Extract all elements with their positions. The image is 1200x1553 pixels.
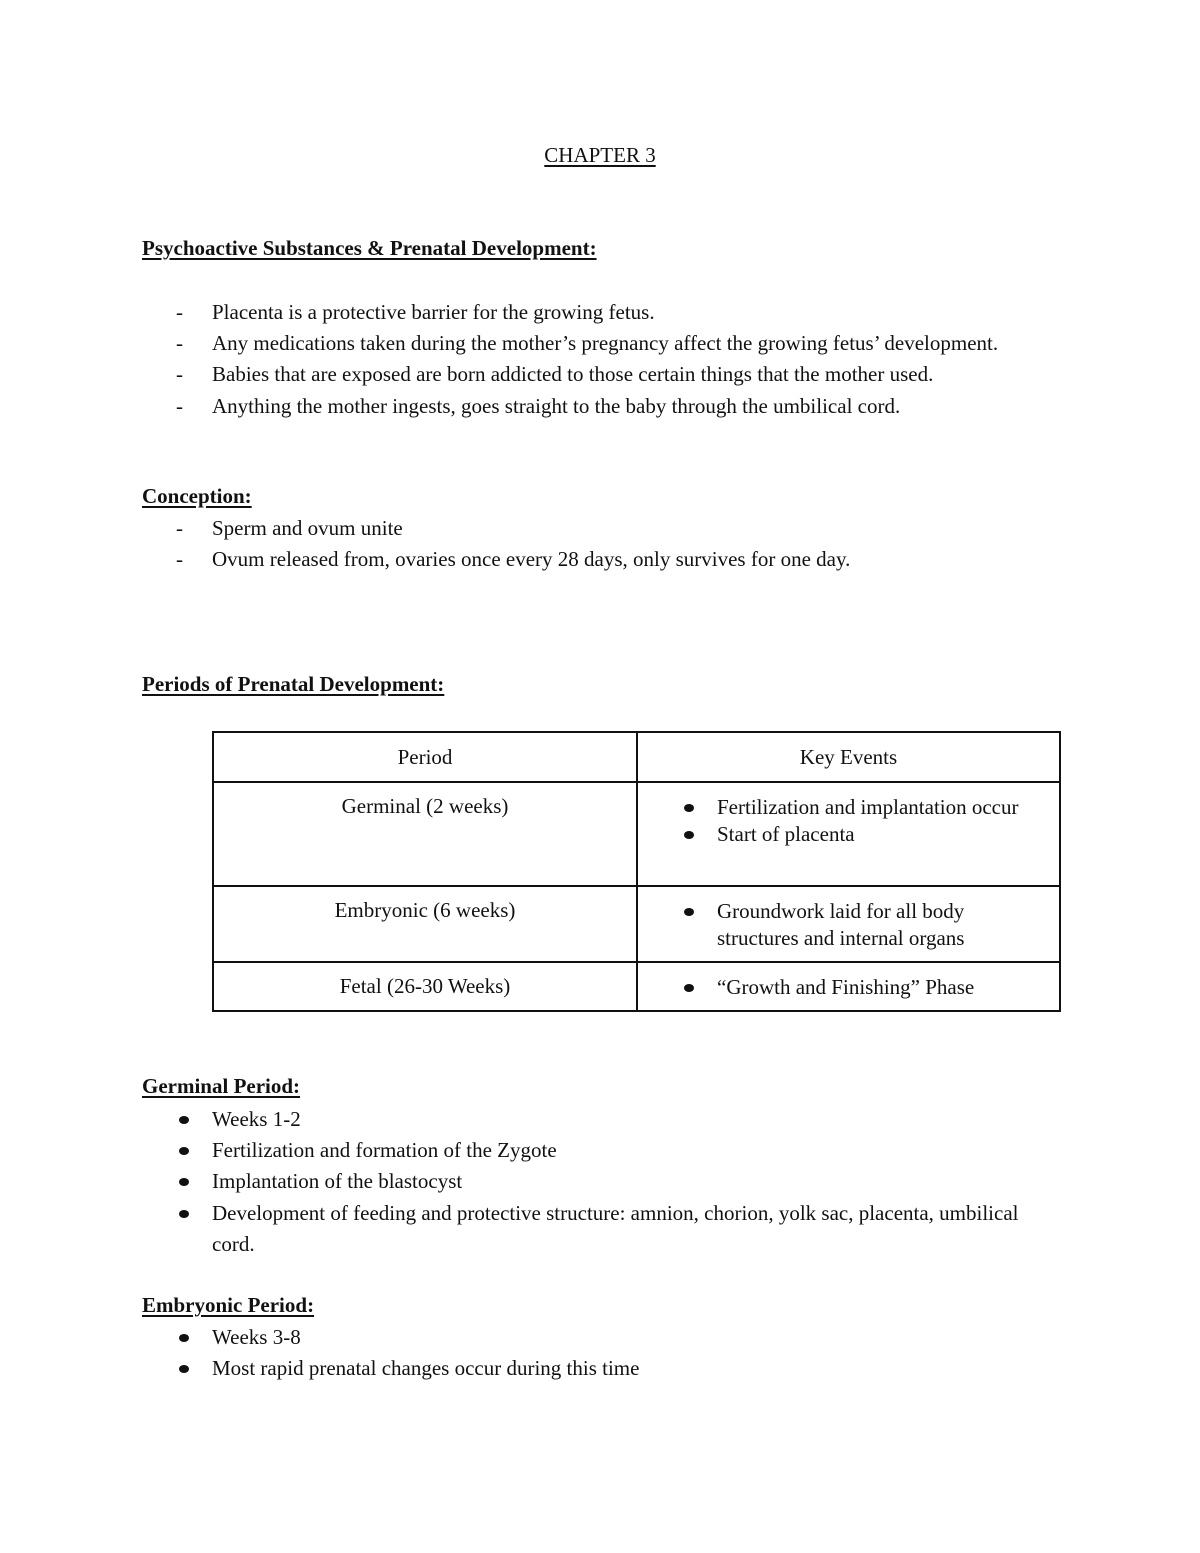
events-list — [638, 974, 1059, 1001]
list-item: “Growth and Finishing” Phase — [638, 974, 1059, 1001]
events-cell — [637, 782, 1060, 886]
column-header-period: Period — [213, 732, 637, 782]
list-item: Start of placenta — [638, 821, 1059, 848]
period-cell: Fetal (26-30 Weeks) — [213, 962, 637, 1011]
embryonic-heading: Embryonic Period: — [142, 1293, 315, 1317]
germinal-list — [142, 1104, 1042, 1260]
list-item: - Ovum released from, ovaries once every 28 days, only survives for one day. — [142, 544, 1042, 575]
dash-bullet-icon: - — [176, 300, 183, 324]
list-item: Weeks 3-8 — [142, 1322, 1042, 1353]
table-row — [213, 962, 1060, 1011]
period-cell: Germinal (2 weeks) — [213, 782, 637, 886]
list-item: Weeks 1-2 — [142, 1104, 1042, 1135]
bullet-icon — [684, 984, 694, 992]
list-item: - Babies that are exposed are born addicted to those certain things that the mother used. — [142, 359, 1042, 390]
column-header-key-events: Key Events — [637, 732, 1060, 782]
periods-heading: Periods of Prenatal Development: — [142, 672, 445, 696]
bullet-icon — [179, 1116, 189, 1124]
table-row — [213, 782, 1060, 886]
psychoactive-list — [142, 297, 1042, 422]
embryonic-list — [142, 1322, 1042, 1384]
table-row — [213, 886, 1060, 962]
events-list — [638, 794, 1059, 848]
dash-bullet-icon: - — [176, 331, 183, 356]
bullet-icon — [684, 908, 694, 916]
list-item: Implantation of the blastocyst — [142, 1166, 1042, 1197]
germinal-heading: Germinal Period: — [142, 1074, 301, 1098]
bullet-icon — [684, 831, 694, 839]
psychoactive-heading: Psychoactive Substances & Prenatal Development: — [142, 236, 597, 260]
list-item: Fertilization and implantation occur — [638, 794, 1059, 821]
bullet-icon — [179, 1365, 189, 1373]
dash-bullet-icon: - — [176, 362, 183, 387]
list-item: Development of feeding and protective structure: amnion, chorion, yolk sac, placenta, umbilical cord. — [142, 1198, 1042, 1260]
list-item: - Any medications taken during the mother’s pregnancy affect the growing fetus’ development. — [142, 328, 1042, 359]
bullet-icon — [179, 1147, 189, 1155]
list-item: Fertilization and formation of the Zygote — [142, 1135, 1042, 1166]
list-item: Groundwork laid for all body structures and internal organs — [638, 898, 1059, 952]
dash-bullet-icon: - — [176, 547, 183, 572]
bullet-icon — [179, 1210, 189, 1218]
chapter-title: CHAPTER 3 — [544, 143, 656, 167]
list-item: - Placenta is a protective barrier for the growing fetus. — [142, 297, 1042, 328]
list-item: - Sperm and ovum unite — [142, 513, 1042, 544]
conception-heading: Conception: — [142, 484, 252, 508]
periods-table — [212, 731, 1061, 1012]
events-cell — [637, 962, 1060, 1011]
dash-bullet-icon: - — [176, 516, 183, 540]
period-cell: Embryonic (6 weeks) — [213, 886, 637, 962]
bullet-icon — [179, 1334, 189, 1342]
events-list — [638, 898, 1059, 952]
events-cell — [637, 886, 1060, 962]
conception-list — [142, 513, 1042, 575]
table-header-row — [213, 732, 1060, 782]
list-item: Most rapid prenatal changes occur during this time — [142, 1353, 1042, 1384]
list-item: - Anything the mother ingests, goes straight to the baby through the umbilical cord. — [142, 391, 1042, 422]
bullet-icon — [684, 804, 694, 812]
dash-bullet-icon: - — [176, 393, 183, 418]
bullet-icon — [179, 1178, 189, 1186]
